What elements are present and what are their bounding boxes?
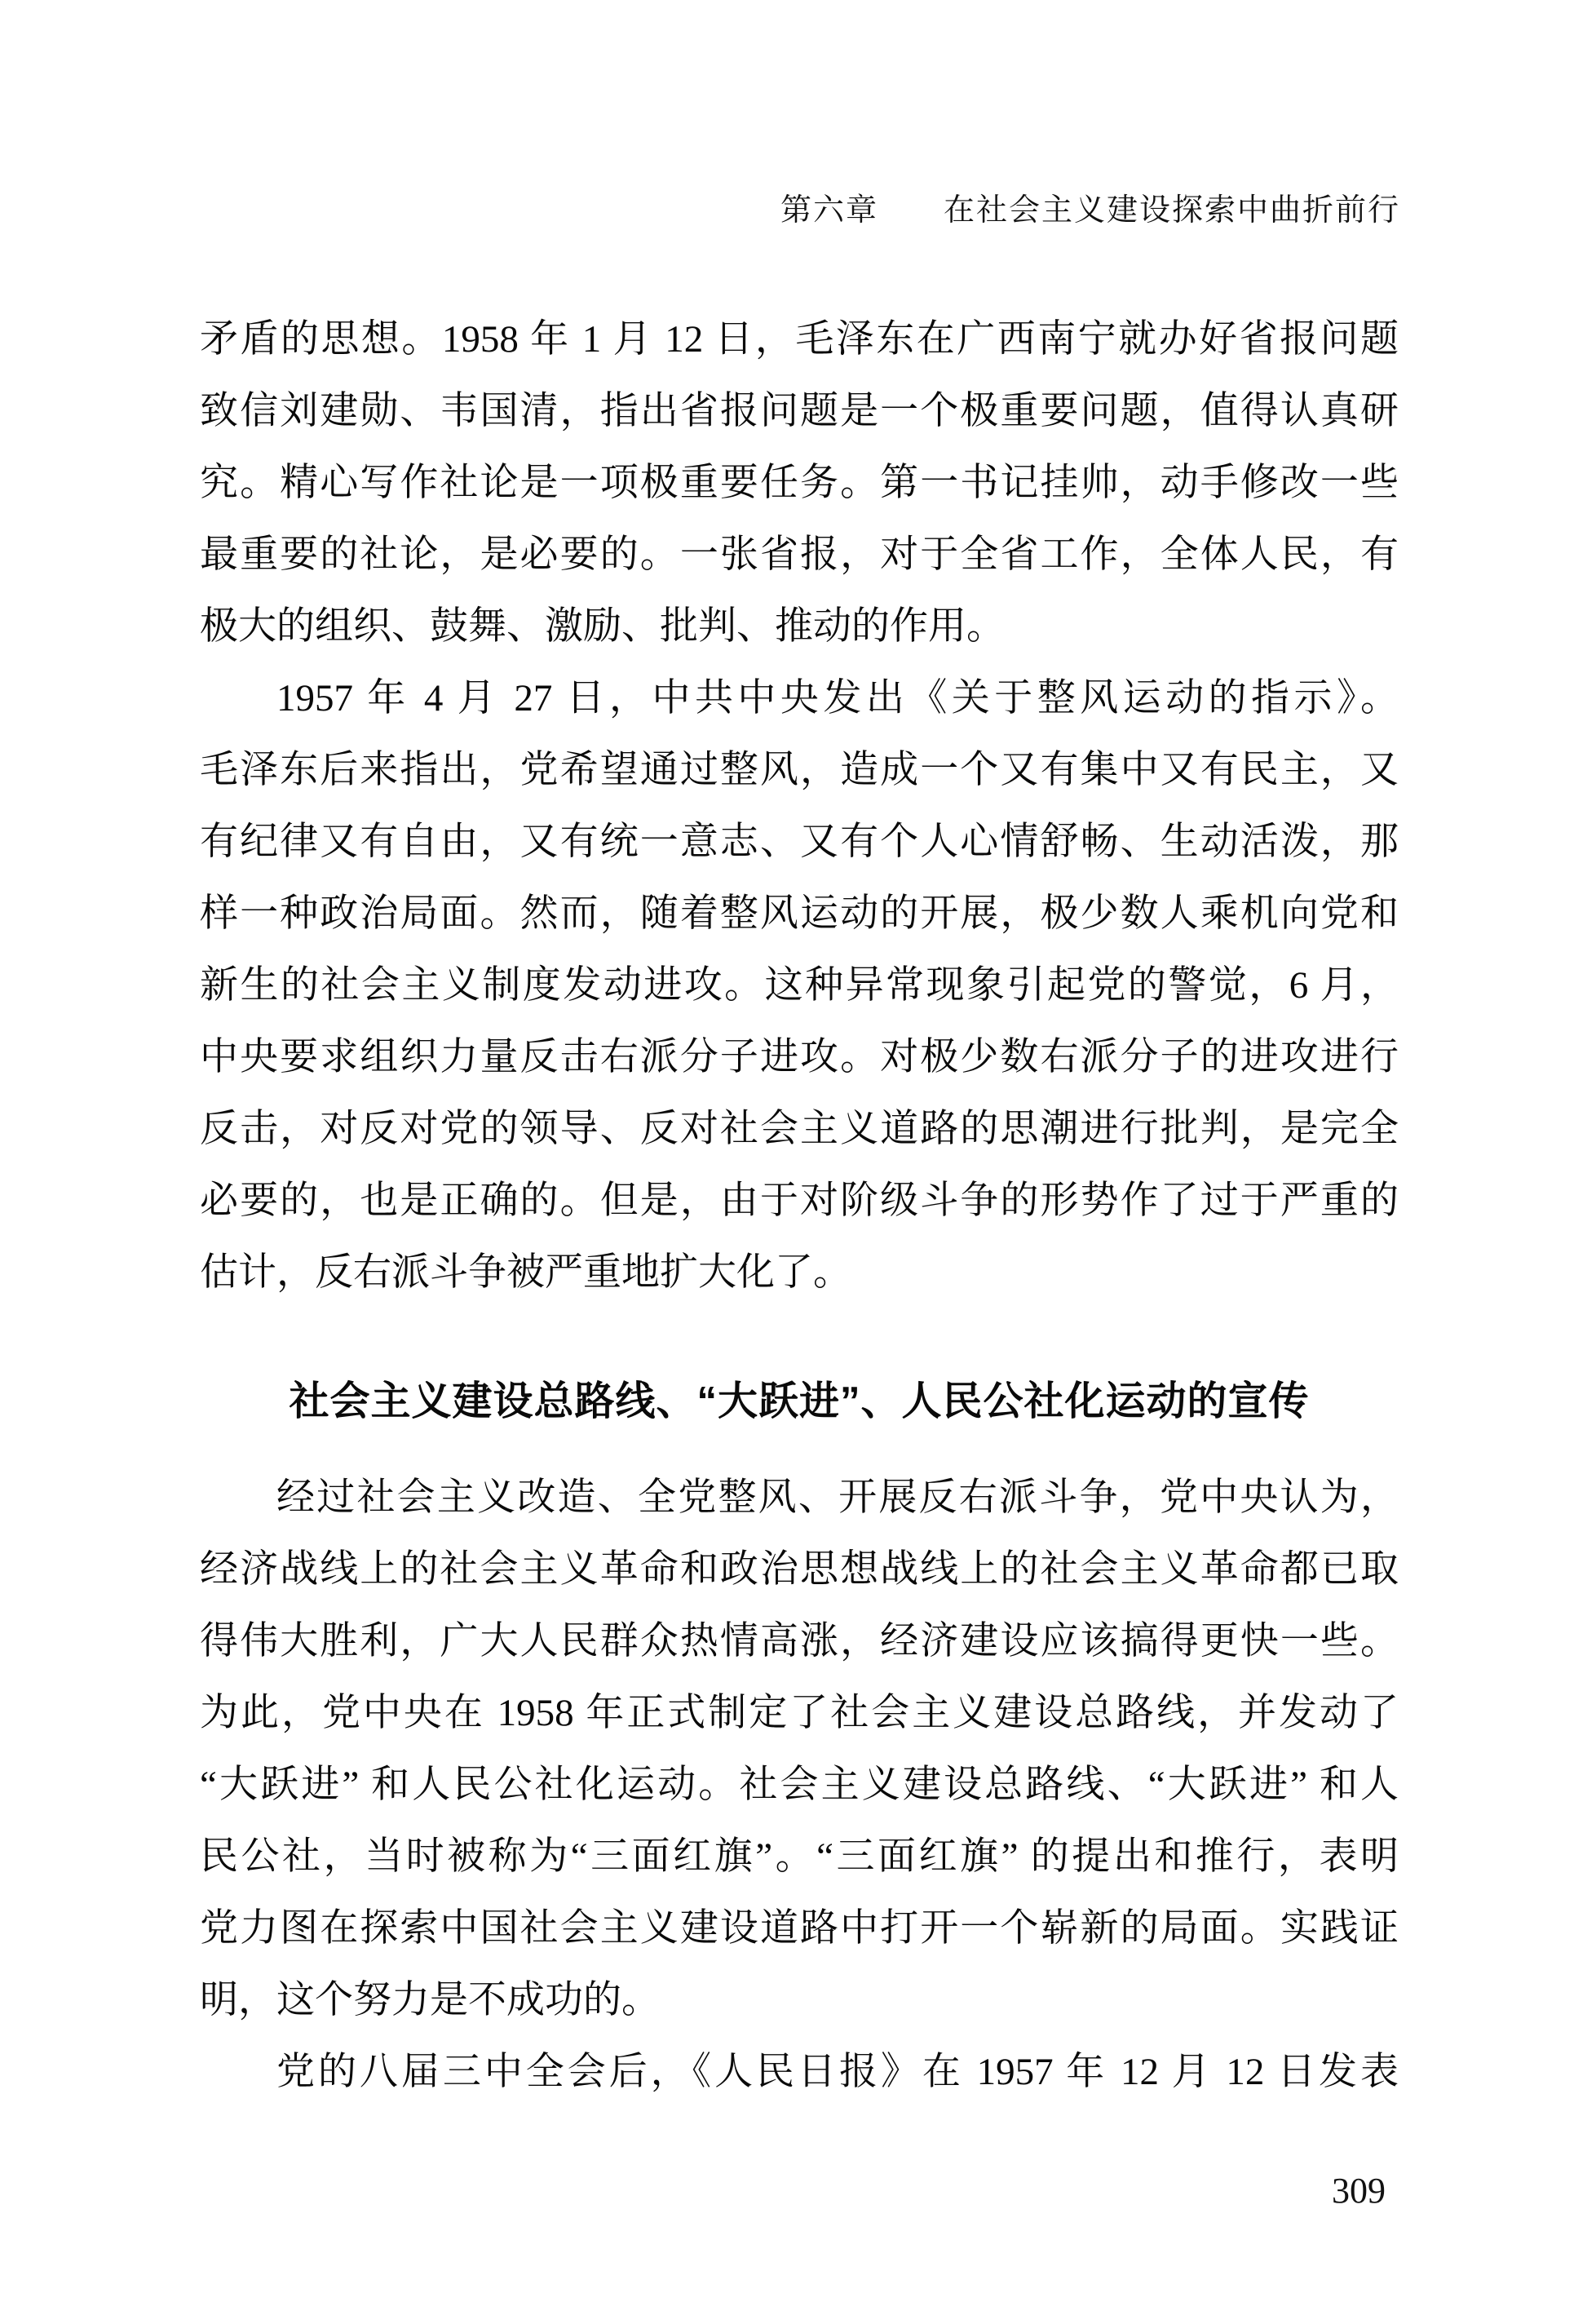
body-line: 得伟大胜利，广大人民群众热情高涨，经济建设应该搞得更快一些。 — [200, 1620, 1399, 1662]
body-line: 究。精心写作社论是一项极重要任务。第一书记挂帅，动手修改一些 — [200, 462, 1399, 504]
body-line: 中央要求组织力量反击右派分子进攻。对极少数右派分子的进攻进行 — [200, 1036, 1399, 1078]
body-line: 经济战线上的社会主义革命和政治思想战线上的社会主义革命都已取 — [200, 1548, 1399, 1591]
body-line: 致信刘建勋、韦国清，指出省报问题是一个极重要问题，值得认真研 — [200, 390, 1399, 432]
paragraph — [200, 2036, 1399, 2108]
body-line: 估计，反右派斗争被严重地扩大化了。 — [200, 1251, 851, 1294]
body-line: 明，这个努力是不成功的。 — [200, 1979, 660, 2021]
body-line: 样一种政治局面。然而，随着整风运动的开展，极少数人乘机向党和 — [200, 892, 1399, 935]
body-line: 有纪律又有自由，又有统一意志、又有个人心情舒畅、生动活泼，那 — [200, 821, 1399, 863]
body-line: 党力图在探索中国社会主义建设道路中打开一个崭新的局面。实践证 — [200, 1907, 1399, 1950]
running-header-chapter-title: 第六章 在社会主义建设探索中曲折前行 — [780, 193, 1400, 228]
body-line: 1957 年 4 月 27 日，中共中央发出《关于整风运动的指示》。 — [276, 677, 1399, 719]
body-line: 反击，对反对党的领导、反对社会主义道路的思潮进行批判，是完全 — [200, 1108, 1399, 1150]
page-number: 309 — [1332, 2171, 1386, 2211]
section-heading: 社会主义建设总路线、“大跃进”、人民公社化运动的宣传 — [289, 1379, 1310, 1423]
body-line: 为此，党中央在 1958 年正式制定了社会主义建设总路线，并发动了 — [200, 1692, 1399, 1734]
body-line: “大跃进” 和人民公社化运动。社会主义建设总路线、“大跃进” 和人 — [200, 1764, 1399, 1806]
body-line: 矛盾的思想。1958 年 1 月 12 日，毛泽东在广西南宁就办好省报问题 — [200, 318, 1399, 361]
body-line: 经过社会主义改造、全党整风、开展反右派斗争，党中央认为， — [276, 1476, 1399, 1519]
body-line: 极大的组织、鼓舞、激励、批判、推动的作用。 — [200, 605, 1005, 648]
body-line: 民公社，当时被称为“三面红旗”。“三面红旗” 的提出和推行，表明 — [200, 1835, 1399, 1878]
body-line: 最重要的社论，是必要的。一张省报，对于全省工作，全体人民，有 — [200, 533, 1399, 576]
paragraph — [200, 662, 1399, 1308]
body-line: 必要的，也是正确的。但是，由于对阶级斗争的形势作了过于严重的 — [200, 1180, 1399, 1222]
text-column — [200, 303, 1399, 2108]
paragraph — [200, 1462, 1399, 2036]
body-line: 新生的社会主义制度发动进攻。这种异常现象引起党的警觉，6 月， — [200, 964, 1399, 1007]
body-line: 党的八届三中全会后，《人民日报》在 1957 年 12 月 12 日发表 — [276, 2051, 1399, 2093]
body-line: 毛泽东后来指出，党希望通过整风，造成一个又有集中又有民主，又 — [200, 749, 1399, 791]
paragraph — [200, 303, 1399, 662]
